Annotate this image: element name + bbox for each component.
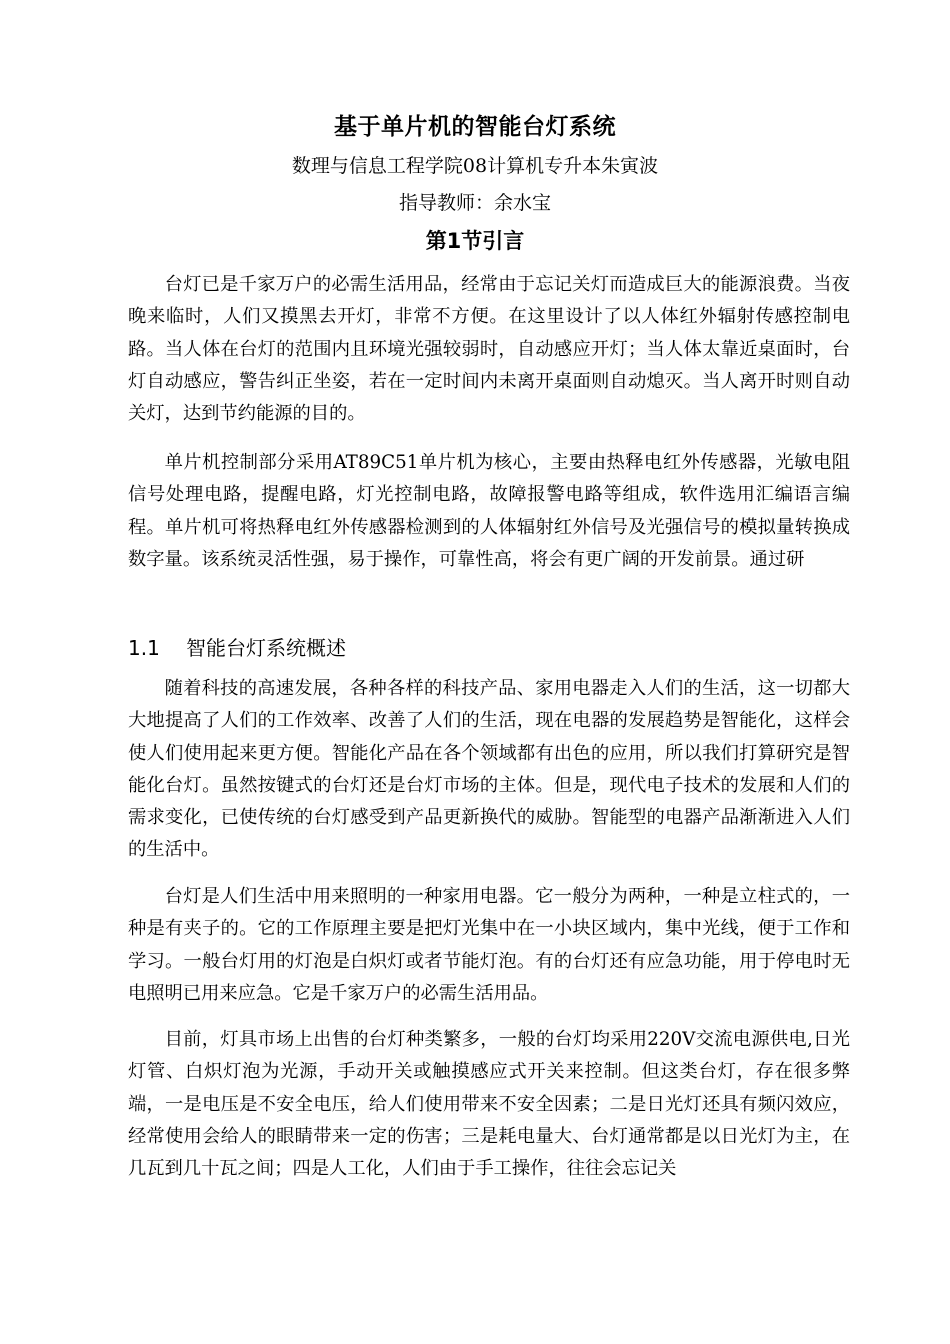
overview-paragraph: 目前，灯具市场上出售的台灯种类繁多，一般的台灯均采用220V交流电源供电,日光灯管、白炽灯泡为光源，手动开关或触摸感应式开关来控制。但这类台灯，存在很多弊端，一是电压是不安全电压，给人们使用带来不安全因素；二是日光灯还具有频闪效应，经常使用会给人的眼睛带来一定的伤害；三是耗电量大、台灯通常都是以日光灯为主，在几瓦到几十瓦之间；四是人工化，人们由于手工操作，往往会忘记关 <box>128 1029 850 1180</box>
intro-paragraph: 台灯已是千家万户的必需生活用品，经常由于忘记关灯而造成巨大的能源浪费。当夜晚来临时，人们又摸黑去开灯，非常不方便。在这里设计了以人体红外辐射传感控制电路。当人体在台灯的范围内且环境光强较弱时，自动感应开灯；当人体太靠近桌面时，台灯自动感应，警告纠正坐姿，若在一定时间内未离开桌面则自动熄灭。当人离开时则自动关灯，达到节约能源的目的。 <box>128 274 850 425</box>
document-title: 基于单片机的智能台灯系统 <box>334 114 616 140</box>
subsection-number: 1.1 <box>128 636 160 660</box>
intro-paragraph: 单片机控制部分采用AT89C51单片机为核心，主要由热释电红外传感器，光敏电阻信号处理电路，提醒电路，灯光控制电路，故障报警电路等组成，软件选用汇编语言编程。单片机可将热释电红外传感器检测到的人体辐射红外信号及光强信号的模拟量转换成数字量。该系统灵活性强，易于操作，可靠性高，将会有更广阔的开发前景。通过研 <box>128 452 850 570</box>
subsection-heading <box>128 631 346 665</box>
overview-paragraph: 台灯是人们生活中用来照明的一种家用电器。它一般分为两种，一种是立柱式的，一种是有夹子的。它的工作原理主要是把灯光集中在一小块区域内，集中光线，便于工作和学习。一般台灯用的灯泡是白炽灯或者节能灯泡。有的台灯还有应急功能，用于停电时无电照明已用来应急。它是千家万户的必需生活用品。 <box>128 886 850 1004</box>
section-heading: 第1节引言 <box>425 229 525 253</box>
author-line: 数理与信息工程学院08计算机专升本朱寅波 <box>291 155 659 177</box>
subsection-title: 智能台灯系统概述 <box>186 636 346 660</box>
advisor-line: 指导教师：余水宝 <box>398 192 551 214</box>
overview-paragraph: 随着科技的高速发展，各种各样的科技产品、家用电器走入人们的生活，这一切都大大地提高了人们的工作效率、改善了人们的生活，现在电器的发展趋势是智能化，这样会使人们使用起来更方便。智能化产品在各个领域都有出色的应用，所以我们打算研究是智能化台灯。虽然按键式的台灯还是台灯市场的主体。但是，现代电子技术的发展和人们的需求变化，已使传统的台灯感受到产品更新换代的威胁。智能型的电器产品渐渐进入人们的生活中。 <box>128 678 850 861</box>
